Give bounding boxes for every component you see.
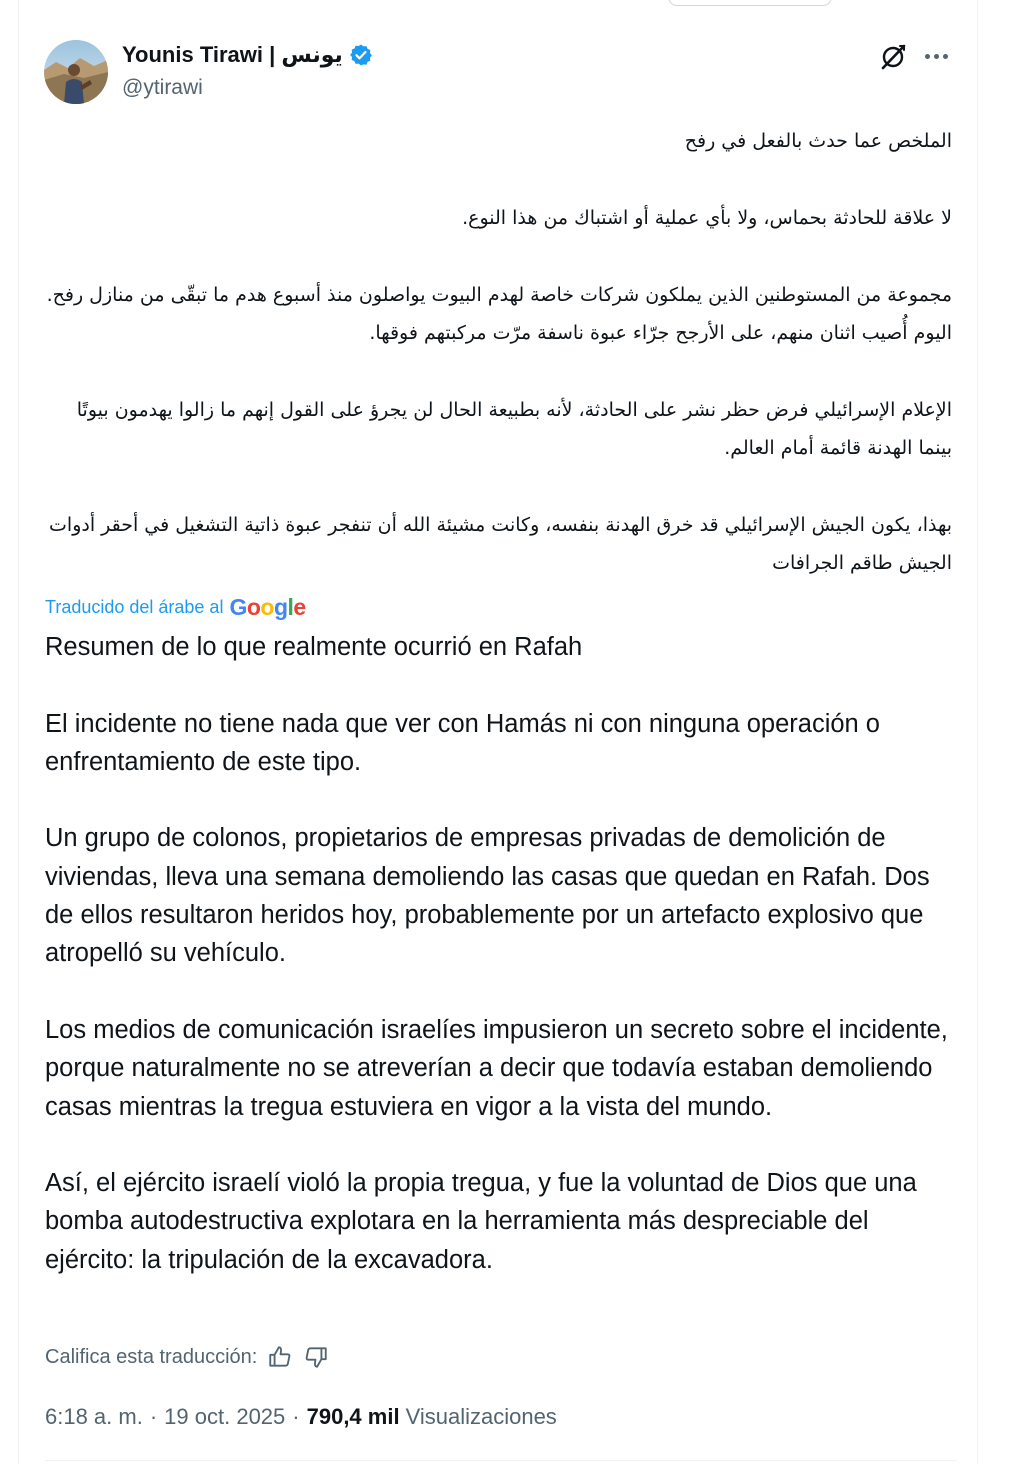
author-display-name[interactable]: Younis Tirawi | يونس bbox=[122, 42, 343, 67]
author-name-row[interactable] bbox=[122, 42, 373, 68]
translated-paragraph: El incidente no tiene nada que ver con Hamás ni con ninguna operación o enfrentamiento de este tipo. bbox=[45, 709, 880, 776]
original-paragraph: الإعلام الإسرائيلي فرض حظر نشر على الحادثة، لأنه بطبيعة الحال لن يجرؤ على القول إنهم ما زالوا يهدمون بيوتًا بينما الهدنة قائمة أمام العالم. bbox=[76, 399, 952, 459]
author-handle[interactable]: @ytirawi bbox=[122, 76, 203, 99]
original-text bbox=[46, 122, 952, 582]
rate-translation bbox=[45, 1344, 329, 1370]
views-label[interactable]: Visualizaciones bbox=[405, 1404, 557, 1429]
translated-by-label[interactable]: Traducido del árabe al bbox=[45, 597, 224, 617]
meta-separator: · bbox=[292, 1404, 300, 1429]
tweet-meta bbox=[45, 1404, 557, 1430]
translated-paragraph: Así, el ejército israelí violó la propia tregua, y fue la voluntad de Dios que una bomba autodestructiva explotara en la herramienta más despreciable del ejército: la tripulación de la excavadora. bbox=[45, 1169, 917, 1274]
more-options-icon[interactable] bbox=[920, 40, 952, 72]
meta-separator: · bbox=[149, 1404, 158, 1429]
avatar[interactable] bbox=[44, 40, 108, 104]
grok-icon[interactable] bbox=[876, 40, 910, 74]
thumbs-down-icon[interactable] bbox=[303, 1344, 329, 1370]
original-paragraph: الملخص عما حدث بالفعل في رفح bbox=[684, 130, 952, 152]
translated-by[interactable] bbox=[45, 594, 306, 621]
thumbs-up-icon[interactable] bbox=[267, 1344, 293, 1370]
tweet-time[interactable]: 6:18 a. m. bbox=[45, 1404, 143, 1429]
top-pill[interactable] bbox=[668, 0, 832, 6]
translated-paragraph: Resumen de lo que realmente ocurrió en Rafah bbox=[45, 633, 583, 661]
views-count[interactable]: 790,4 mil bbox=[306, 1404, 400, 1429]
google-logo: Google bbox=[229, 594, 306, 620]
translated-text bbox=[45, 628, 957, 1279]
rate-translation-label: Califica esta traducción: bbox=[45, 1345, 258, 1368]
tweet-date[interactable]: 19 oct. 2025 bbox=[164, 1404, 286, 1429]
original-paragraph: لا علاقة للحادثة بحماس، ولا بأي عملية أو اشتباك من هذا النوع. bbox=[462, 207, 952, 229]
translated-paragraph: Los medios de comunicación israelíes impusieron un secreto sobre el incidente, porque naturalmente no se atreverían a decir que todavía estaban demoliendo casas mientras la tregua estuviera en vigor a la vista del mundo. bbox=[45, 1015, 948, 1121]
translated-paragraph: Un grupo de colonos, propietarios de empresas privadas de demolición de viviendas, lleva una semana demoliendo las casas que quedan en Rafah. Dos de ellos resultaron heridos hoy, probablemente por un artefacto explosivo que atropelló su vehículo. bbox=[45, 824, 930, 968]
original-paragraph: مجموعة من المستوطنين الذين يملكون شركات خاصة لهدم البيوت يواصلون منذ أسبوع هدم ما تبقّى من منازل رفح. اليوم أُصيب اثنان منهم، على الأرجح جرّاء عبوة ناسفة مرّت مركبتهم فوقها. bbox=[46, 284, 952, 344]
verified-badge-icon[interactable] bbox=[349, 43, 373, 67]
avatar-photo bbox=[44, 40, 108, 104]
original-paragraph: بهذا، يكون الجيش الإسرائيلي قد خرق الهدنة بنفسه، وكانت مشيئة الله أن تنفجر عبوة ذاتية التشغيل في أحقر أدوات الجيش طاقم الجرافات bbox=[49, 514, 952, 574]
divider bbox=[45, 1460, 957, 1461]
